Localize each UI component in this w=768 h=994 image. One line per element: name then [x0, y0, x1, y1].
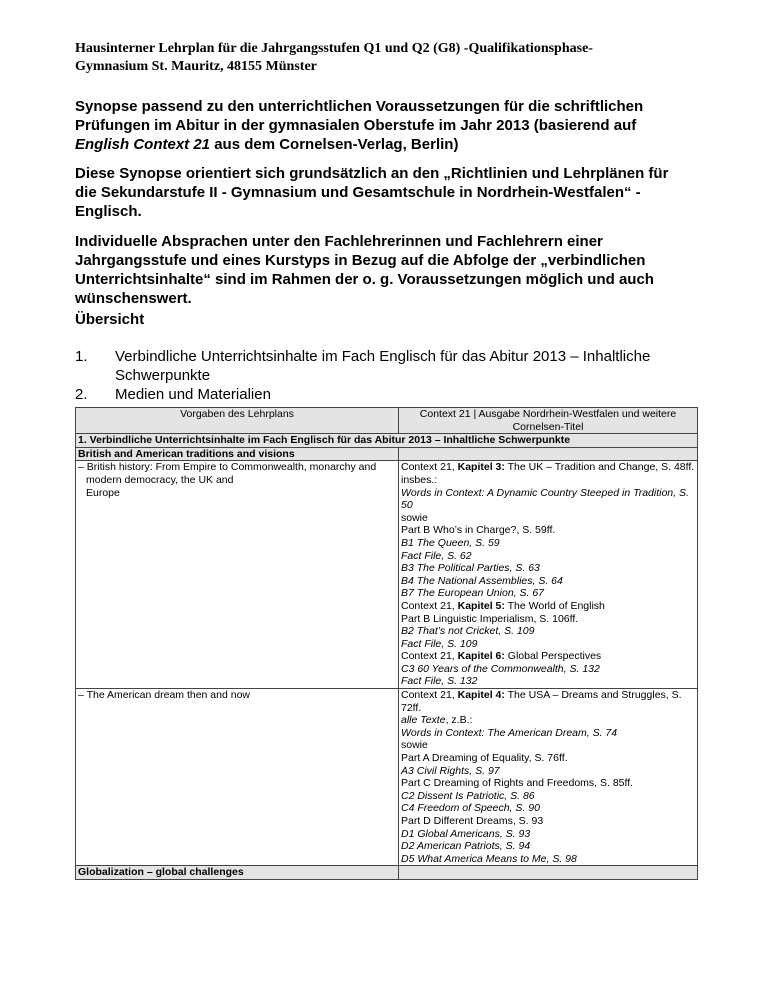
cell-line: B2 That’s not Cricket, S. 109 — [401, 625, 535, 638]
cell-line: – British history: From Empire to Commonwealth, monarchy and — [78, 461, 377, 474]
header-line-1: Hausinterner Lehrplan für die Jahrgangsstufen Q1 und Q2 (G8) -Qualifikationsphase- — [75, 41, 593, 56]
cell-line: Part B Who’s in Charge?, S. 59ff. — [401, 524, 556, 537]
overview-item-text: Verbindliche Unterrichtsinhalte im Fach Englisch für das Abitur 2013 – Inhaltliche Schwerpunkte — [115, 348, 651, 384]
topic-empty-cell — [399, 447, 698, 461]
cell-line: Context 21, Kapitel 6: Global Perspectives — [401, 650, 602, 663]
cell-line: alle Texte, z.B.: — [401, 714, 473, 727]
cell-line: D5 What America Means to Me, S. 98 — [401, 852, 577, 865]
context21-cell-american-dream — [399, 689, 698, 866]
cell-line: sowie — [401, 511, 428, 524]
cell-line: sowie — [401, 739, 428, 752]
cell-line: C2 Dissent Is Patriotic, S. 86 — [401, 789, 535, 802]
overview-item — [75, 385, 675, 404]
lehrplan-cell-american-dream: – The American dream then and now — [76, 689, 399, 866]
topic-empty-cell — [399, 866, 698, 880]
cell-line: modern democracy, the UK and — [86, 473, 234, 486]
cell-line: B7 The European Union, S. 67 — [401, 587, 545, 600]
header-line-2: Gymnasium St. Mauritz, 48155 Münster — [75, 59, 317, 74]
intro-paragraph-3: Individuelle Absprachen unter den Fachlehrerinnen und Fachlehrern einer Jahrgangsstufe und eines Kurstyps in Bezug auf die Abfolge der „verbindlichen Unterrichtsinhalte“ sind im Rahmen der o. g. Voraussetzungen möglich und auch wünschenswert. — [75, 233, 654, 307]
cell-line: D1 Global Americans, S. 93 — [401, 827, 531, 840]
overview-item — [75, 347, 675, 385]
cell-line: D2 American Patriots, S. 94 — [401, 840, 531, 853]
cell-line: Context 21, Kapitel 3: The UK – Tradition and Change, S. 48ff. — [401, 461, 695, 474]
overview-list — [75, 347, 675, 404]
document-header — [75, 40, 695, 76]
intro-p1-text-c: aus dem Cornelsen-Verlag, Berlin) — [210, 136, 459, 153]
cell-line: Fact File, S. 109 — [401, 637, 478, 650]
column-header-lehrplan: Vorgaben des Lehrplans — [76, 408, 399, 434]
intro-paragraph-1 — [75, 97, 675, 154]
topic-row — [76, 866, 698, 880]
cell-line: C3 60 Years of the Commonwealth, S. 132 — [401, 662, 600, 675]
overview-item-text: Medien und Materialien — [115, 386, 271, 403]
intro-paragraph-2: Diese Synopse orientiert sich grundsätzlich an den „Richtlinien und Lehrplänen für die Sekundarstufe II - Gymnasium und Gesamtschule in Nordrhein-Westfalen“ - Englisch. — [75, 165, 669, 220]
cell-line: B1 The Queen, S. 59 — [401, 536, 500, 549]
cell-line: Words in Context: A Dynamic Country Steeped in Tradition, S. 50 — [401, 486, 689, 512]
section-title-row — [76, 434, 698, 448]
topic-row — [76, 447, 698, 461]
cell-line: insbes.: — [401, 473, 438, 486]
context21-cell-british-history — [399, 461, 698, 689]
intro-p1-book-title: English Context 21 — [75, 136, 211, 153]
lehrplan-cell-british-history — [76, 461, 399, 689]
table-header-row — [76, 408, 698, 434]
cell-line: Words in Context: The American Dream, S. 74 — [401, 726, 618, 739]
overview-item-number: 1. — [75, 348, 88, 365]
cell-line: Europe — [86, 486, 120, 499]
cell-line: A3 Civil Rights, S. 97 — [401, 764, 500, 777]
cell-line: C4 Freedom of Speech, S. 90 — [401, 802, 540, 815]
overview-title: Übersicht — [75, 311, 145, 328]
cell-line: Part A Dreaming of Equality, S. 76ff. — [401, 752, 568, 765]
intro-p1-text-a: Synopse passend zu den unterrichtlichen Voraussetzungen für die schriftlichen Prüfungen im Abitur in der gymnasialen Oberstufe im Jahr 2013 (basierend auf — [75, 98, 644, 134]
cell-line: B3 The Political Parties, S. 63 — [401, 562, 540, 575]
cell-line: Part C Dreaming of Rights and Freedoms, S. 85ff. — [401, 777, 634, 790]
table-row — [76, 461, 698, 689]
cell-line: B4 The National Assemblies, S. 64 — [401, 574, 563, 587]
cell-line: Context 21, Kapitel 4: The USA – Dreams and Struggles, S. 72ff. — [401, 689, 682, 714]
column-header-context21: Context 21 | Ausgabe Nordrhein-Westfalen und weitere Cornelsen-Titel — [399, 408, 698, 434]
table-row — [76, 689, 698, 866]
cell-line: Fact File, S. 132 — [401, 675, 478, 688]
synopsis-table — [75, 407, 698, 880]
section-title: 1. Verbindliche Unterrichtsinhalte im Fach Englisch für das Abitur 2013 – Inhaltliche Schwerpunkte — [76, 434, 698, 448]
cell-line: Context 21, Kapitel 5: The World of English — [401, 599, 605, 612]
cell-line: Part B Linguistic Imperialism, S. 106ff. — [401, 612, 579, 625]
cell-line: Fact File, S. 62 — [401, 549, 472, 562]
topic-title-globalization: Globalization – global challenges — [76, 866, 399, 880]
cell-line: Part D Different Dreams, S. 93 — [401, 815, 544, 827]
topic-title-british-american: British and American traditions and visions — [76, 447, 399, 461]
overview-item-number: 2. — [75, 386, 88, 403]
